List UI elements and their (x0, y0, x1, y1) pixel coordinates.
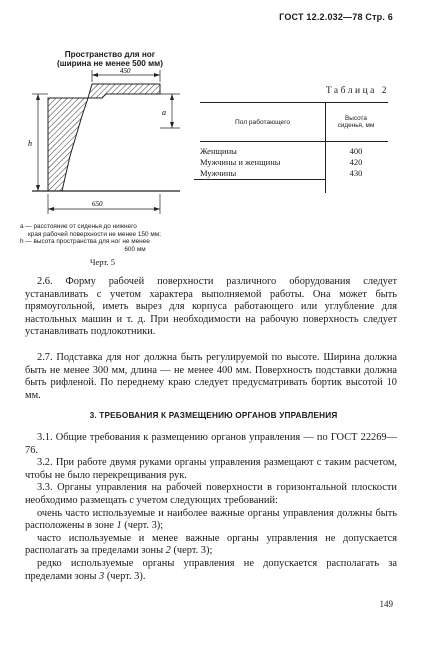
col-header-height-line1: Высота (345, 114, 367, 122)
zone-number: 2 (165, 545, 171, 557)
dim-top-label: 450 (120, 67, 131, 75)
table-header (200, 102, 388, 142)
figure-caption (20, 223, 220, 254)
dim-h-label: h (28, 139, 32, 148)
paragraph-2-7 (25, 352, 397, 402)
row-gender: Мужчины и женщины (200, 157, 281, 167)
item-text: (черт. 3). (104, 570, 146, 582)
seat-height-table (200, 102, 388, 180)
row-height: 430 (349, 168, 363, 178)
figure-title-line2: (ширина не менее 500 мм) (57, 59, 163, 69)
paragraph-text: 2.6. Форму рабочей поверхности различного оборудования следует устанавливать с учетом характера выполняемой работы. Она может быть прямоугольной, иметь вырез для корпуса работающего или углубление для настольных машин и т. д. При необходимости на рабочую поверхность следует устанавливать подлокотники. (25, 276, 397, 338)
legroom-diagram (20, 66, 195, 221)
row-height: 420 (349, 157, 363, 167)
paragraph-text: 2.7. Подставка для ног должна быть регулируемой по высоте. Ширина должна быть не менее 300 мм, длина — не менее 400 мм. Поверхность подставки должна быть рифленой. По переднему краю следует предусматривать бортик высотой 10 мм. (25, 352, 397, 401)
page-number: 149 (379, 599, 393, 609)
figure-title-line1: Пространство для ног (64, 50, 156, 59)
item-text: редко используемые органы управления не допускается располагать за пределами зоны (25, 557, 397, 582)
section-3-body (25, 432, 397, 583)
caption-line: 600 мм (124, 246, 146, 254)
requirement-item-1 (25, 508, 397, 533)
paragraph-3-3: 3.3. Органы управления на рабочей поверхности в горизонтальной плоскости необходимо размещать с учетом следующих требований: (25, 482, 397, 506)
table-row (200, 168, 388, 179)
caption-line: h — высота пространства для ног не менее (20, 238, 150, 246)
item-text: (черт. 3); (170, 545, 213, 557)
leg-space-panel (48, 98, 88, 191)
table-bottom-rule (194, 179, 325, 180)
col-header-height (325, 115, 387, 129)
caption-line: a — расстояние от сиденья до нижнего (20, 223, 137, 230)
zone-number: 1 (116, 520, 122, 532)
paragraph-2-6 (25, 276, 397, 339)
paragraph-3-2: 3.2. При работе двумя руками органы управления размещают с таким расчетом, чтобы не было перекрещивания рук. (25, 457, 397, 481)
work-surface-section (88, 84, 160, 98)
page-header: ГОСТ 12.2.032—78 Стр. 6 (279, 12, 393, 22)
col-header-gender: Пол работающего (234, 118, 291, 126)
row-height: 400 (349, 146, 363, 156)
item-text: часто используемые и менее важные органы управления не допускается располагать за пределами зоны (25, 532, 397, 557)
figure-label: Черт. 5 (90, 257, 116, 267)
dim-a-label: a (162, 108, 166, 117)
caption-line: края рабочей поверхности не менее 150 мм; (28, 230, 161, 238)
requirement-item-3 (25, 558, 397, 583)
item-text: (черт. 3); (121, 520, 164, 532)
item-text: очень часто используемые и наиболее важные органы управления должны быть расположены в зоне (25, 507, 397, 532)
section-3-title: 3. ТРЕБОВАНИЯ К РАЗМЕЩЕНИЮ ОРГАНОВ УПРАВЛЕНИЯ (89, 411, 338, 420)
table-row (200, 146, 388, 157)
dim-bottom-label: 650 (92, 200, 103, 208)
col-header-height-line2: сиденья, мм (337, 122, 375, 129)
table-row (200, 157, 388, 168)
table-label: Таблица 2 (325, 86, 389, 96)
row-gender: Мужчины (200, 168, 237, 178)
requirement-item-2 (25, 533, 397, 558)
row-gender: Женщины (200, 146, 237, 156)
zone-number: 3 (99, 570, 105, 582)
paragraph-3-1: 3.1. Общие требования к размещению органов управления — по ГОСТ 22269—76. (25, 432, 397, 456)
